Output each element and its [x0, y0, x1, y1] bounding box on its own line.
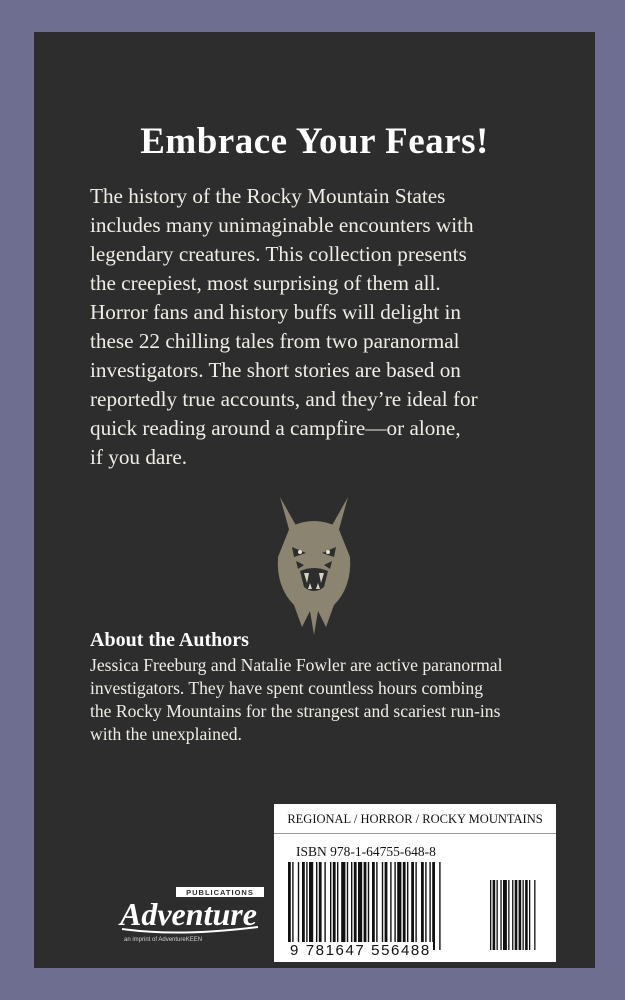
blurb-line: legendary creatures. This collection presents — [90, 242, 467, 266]
about-authors-heading: About the Authors — [90, 629, 249, 651]
barcode-bar — [354, 862, 357, 950]
barcode-bar — [376, 862, 377, 950]
blurb-line: quick reading around a campfire—or alone, — [90, 416, 461, 440]
barcode-addon-bar — [529, 880, 530, 950]
barcode-addon-bar — [497, 880, 498, 950]
barcode-bar — [298, 862, 299, 950]
barcode-bar — [368, 862, 369, 950]
barcode-bar — [316, 862, 317, 950]
barcode-bar — [439, 862, 440, 950]
barcode-bar — [288, 862, 291, 950]
barcode-bar — [358, 862, 362, 950]
barcode-bar — [390, 862, 391, 950]
barcode-bar — [372, 862, 375, 950]
wolf-head-icon — [260, 487, 368, 637]
barcode-bar — [309, 862, 313, 950]
barcode-bar — [415, 862, 416, 950]
category-label: REGIONAL / HORROR / ROCKY MOUNTAINS — [274, 812, 556, 834]
barcode-addon-bar — [523, 880, 524, 950]
about-line: Jessica Freeburg and Natalie Fowler are active paranormal — [90, 655, 503, 675]
blurb-line: if you dare. — [90, 445, 188, 469]
blurb — [90, 182, 580, 472]
barcode-addon-bar — [508, 880, 509, 950]
barcode-addon-bar — [503, 880, 507, 950]
blurb-line: reportedly true accounts, and they’re ideal for — [90, 387, 478, 411]
barcode-bar — [425, 862, 426, 950]
blurb-line: the creepiest, most surprising of them all. — [90, 271, 441, 295]
blurb-line: investigators. The short stories are based on — [90, 358, 461, 382]
barcode-panel — [274, 804, 556, 962]
barcode-addon-bar — [512, 880, 513, 950]
barcode-bars — [284, 862, 546, 950]
barcode-bar — [306, 862, 307, 950]
barcode-bar — [432, 862, 435, 950]
blurb-line: these 22 chilling tales from two paranormal — [90, 329, 460, 353]
barcode-bar — [347, 862, 348, 950]
barcode-bar — [394, 862, 395, 950]
publisher-logo — [118, 887, 268, 945]
barcode-addon-bar — [515, 880, 518, 950]
barcode-bar — [407, 862, 408, 950]
barcode-bar — [330, 862, 331, 950]
about-authors-text — [90, 654, 590, 746]
barcode-bar — [421, 862, 424, 950]
barcode-bar — [397, 862, 401, 950]
headline: Embrace Your Fears! — [140, 121, 489, 162]
barcode-addon-bar — [490, 880, 491, 950]
barcode-addon-bar — [534, 880, 535, 950]
barcode-addon-bar — [493, 880, 496, 950]
back-cover-panel — [34, 32, 595, 968]
barcode-bar — [364, 862, 367, 950]
about-line: the Rocky Mountains for the strangest and scariest run-ins — [90, 701, 501, 721]
publisher-subline: an imprint of AdventureKEEN — [124, 937, 203, 943]
barcode-digits: 9 781647 556488 — [290, 942, 431, 959]
blurb-line: The history of the Rocky Mountain States — [90, 184, 446, 208]
barcode-bar — [319, 862, 322, 950]
barcode-bar — [429, 862, 430, 950]
publisher-name: Adventure — [120, 896, 257, 932]
barcode-bar — [382, 862, 383, 950]
about-line: investigators. They have spent countless hours combing — [90, 678, 484, 698]
barcode-addon-bar — [519, 880, 522, 950]
barcode-bar — [333, 862, 336, 950]
blurb-line: includes many unimaginable encounters with — [90, 213, 474, 237]
barcode-addon-bar — [525, 880, 528, 950]
barcode-bar — [337, 862, 338, 950]
barcode-bar — [324, 862, 325, 950]
barcode-bar — [403, 862, 406, 950]
barcode-bar — [351, 862, 352, 950]
barcode-bar — [292, 862, 293, 950]
barcode-addon-bar — [500, 880, 501, 950]
barcode-bar — [302, 862, 305, 950]
blurb-line: Horror fans and history buffs will delight in — [90, 300, 461, 324]
barcode-bar — [411, 862, 414, 950]
about-line: with the unexplained. — [90, 724, 242, 744]
isbn-label: ISBN 978-1-64755-648-8 — [296, 844, 436, 859]
publisher-tag: PUBLICATIONS — [186, 888, 254, 897]
barcode-bar — [385, 862, 388, 950]
barcode-bar — [341, 862, 345, 950]
